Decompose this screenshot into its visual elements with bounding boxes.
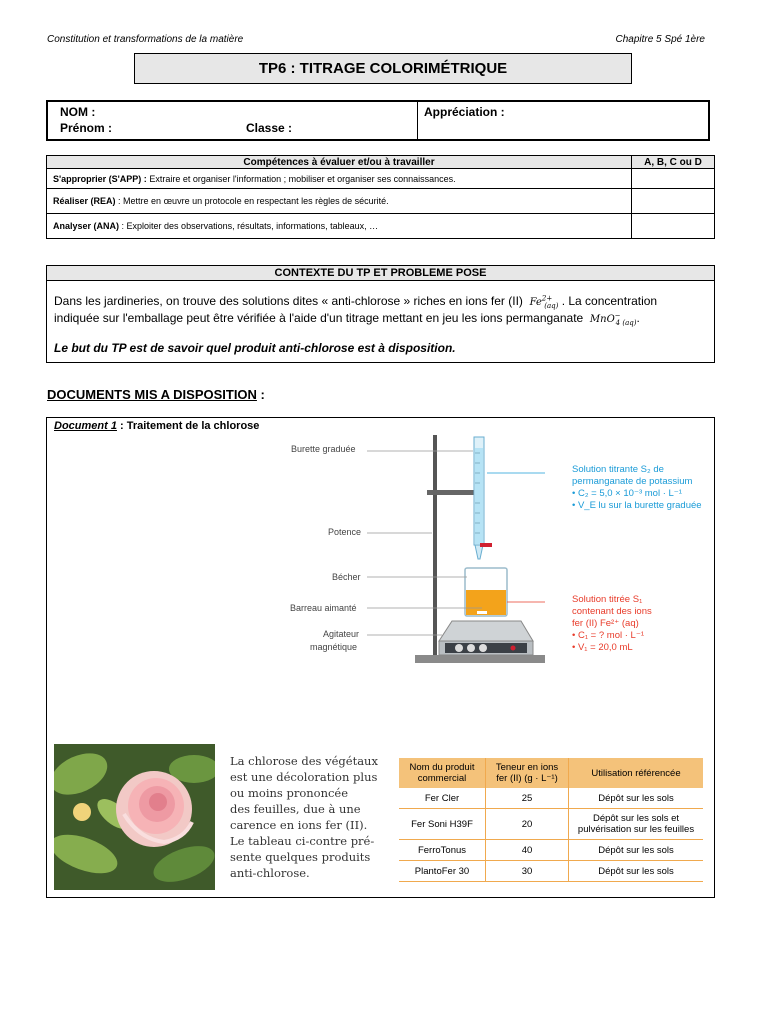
titree-info: Solution titrée S₁ contenant des ions fer (II) Fe²⁺ (aq) • C₁ = ? mol · L⁻¹ • V₁ = 20,0 mL	[572, 594, 652, 653]
competence-row: Réaliser (REA) : Mettre en œuvre un protocole en respectant les règles de sécurité.	[47, 189, 632, 214]
rose-photo	[54, 744, 215, 890]
appreciation-label: Appréciation :	[424, 105, 505, 119]
competence-row: S'approprier (S'APP) : Extraire et organiser l'information ; mobiliser et organiser ses connaissances.	[47, 169, 632, 189]
table-row: Fer Cler 25 Dépôt sur les sols	[399, 788, 703, 809]
grade-cell[interactable]	[632, 169, 715, 189]
header-right: Chapitre 5 Spé 1ère	[615, 34, 705, 45]
identity-box	[46, 100, 710, 141]
stand-base	[415, 655, 545, 663]
chlorose-paragraph: La chlorose des végétaux est une décoloration plus ou moins prononcée des feuilles, due à une carence en ions fer (II). Le tableau ci-contre pré- sente quelques produits anti-chlorose.	[230, 754, 378, 880]
label-becher: Bécher	[332, 572, 361, 582]
nom-label: NOM :	[60, 105, 96, 119]
competences-header: Compétences à évaluer et/ou à travailler	[47, 156, 632, 169]
label-agitateur: Agitateur	[323, 629, 360, 639]
document-1-box	[46, 417, 715, 898]
grade-cell[interactable]	[632, 189, 715, 214]
context-box	[46, 265, 715, 363]
documents-title: DOCUMENTS MIS A DISPOSITION :	[47, 387, 265, 402]
titrant-info: Solution titrante S₂ de permanganate de potassium • C₂ = 5,0 × 10⁻³ mol · L⁻¹ • V_E lu sur la burette graduée	[572, 464, 702, 511]
label-barreau: Barreau aimanté	[290, 603, 357, 613]
competence-row: Analyser (ANA) : Exploiter des observations, résultats, informations, tableaux, …	[47, 214, 632, 239]
label-agitateur-2: magnétique	[310, 642, 358, 652]
header-left: Constitution et transformations de la matière	[47, 34, 244, 45]
context-line-2: indiquée sur l'emballage peut être vérifiée à l'aide d'un titrage mettant en jeu les ions permanganate MnO−$_{4 (aq)}$.	[54, 311, 640, 327]
col-header: Utilisation référencée	[569, 758, 704, 788]
label-burette: Burette graduée	[291, 444, 356, 454]
competences-table	[46, 155, 715, 239]
prenom-label: Prénom :	[60, 121, 113, 135]
products-table	[399, 758, 703, 882]
magnetic-stirrer	[439, 621, 533, 641]
mno4-formula: MnO−$_{4 (aq)}$	[589, 311, 637, 327]
grade-header: A, B, C ou D	[632, 156, 715, 169]
doc1-heading: Document 1 : Traitement de la chlorose	[54, 420, 260, 432]
stand-rod	[433, 435, 437, 660]
col-header: Teneur en ions fer (II) (g · L⁻¹)	[486, 758, 569, 788]
context-line-1: Dans les jardineries, on trouve des solutions dites « anti-chlorose » riches en ions fer (II) $Fe^{2+}_{(aq)}$ . La concentration	[54, 294, 658, 310]
table-row: PlantoFer 30 30 Dépôt sur les sols	[399, 861, 703, 882]
classe-label: Classe :	[246, 121, 293, 135]
fe-formula: $Fe^{2+}_{(aq)}$	[529, 294, 559, 310]
label-potence: Potence	[328, 527, 362, 537]
table-row: Fer Soni H39F 20 Dépôt sur les sols et pulvérisation sur les feuilles	[399, 809, 703, 840]
grade-cell[interactable]	[632, 214, 715, 239]
col-header: Nom du produit commercial	[399, 758, 486, 788]
context-header: CONTEXTE DU TP ET PROBLEME POSE	[47, 266, 714, 281]
table-row: FerroTonus 40 Dépôt sur les sols	[399, 840, 703, 861]
context-goal: Le but du TP est de savoir quel produit anti-chlorose est à disposition.	[54, 341, 456, 355]
page-title: TP6 : TITRAGE COLORIMÉTRIQUE	[134, 53, 632, 84]
